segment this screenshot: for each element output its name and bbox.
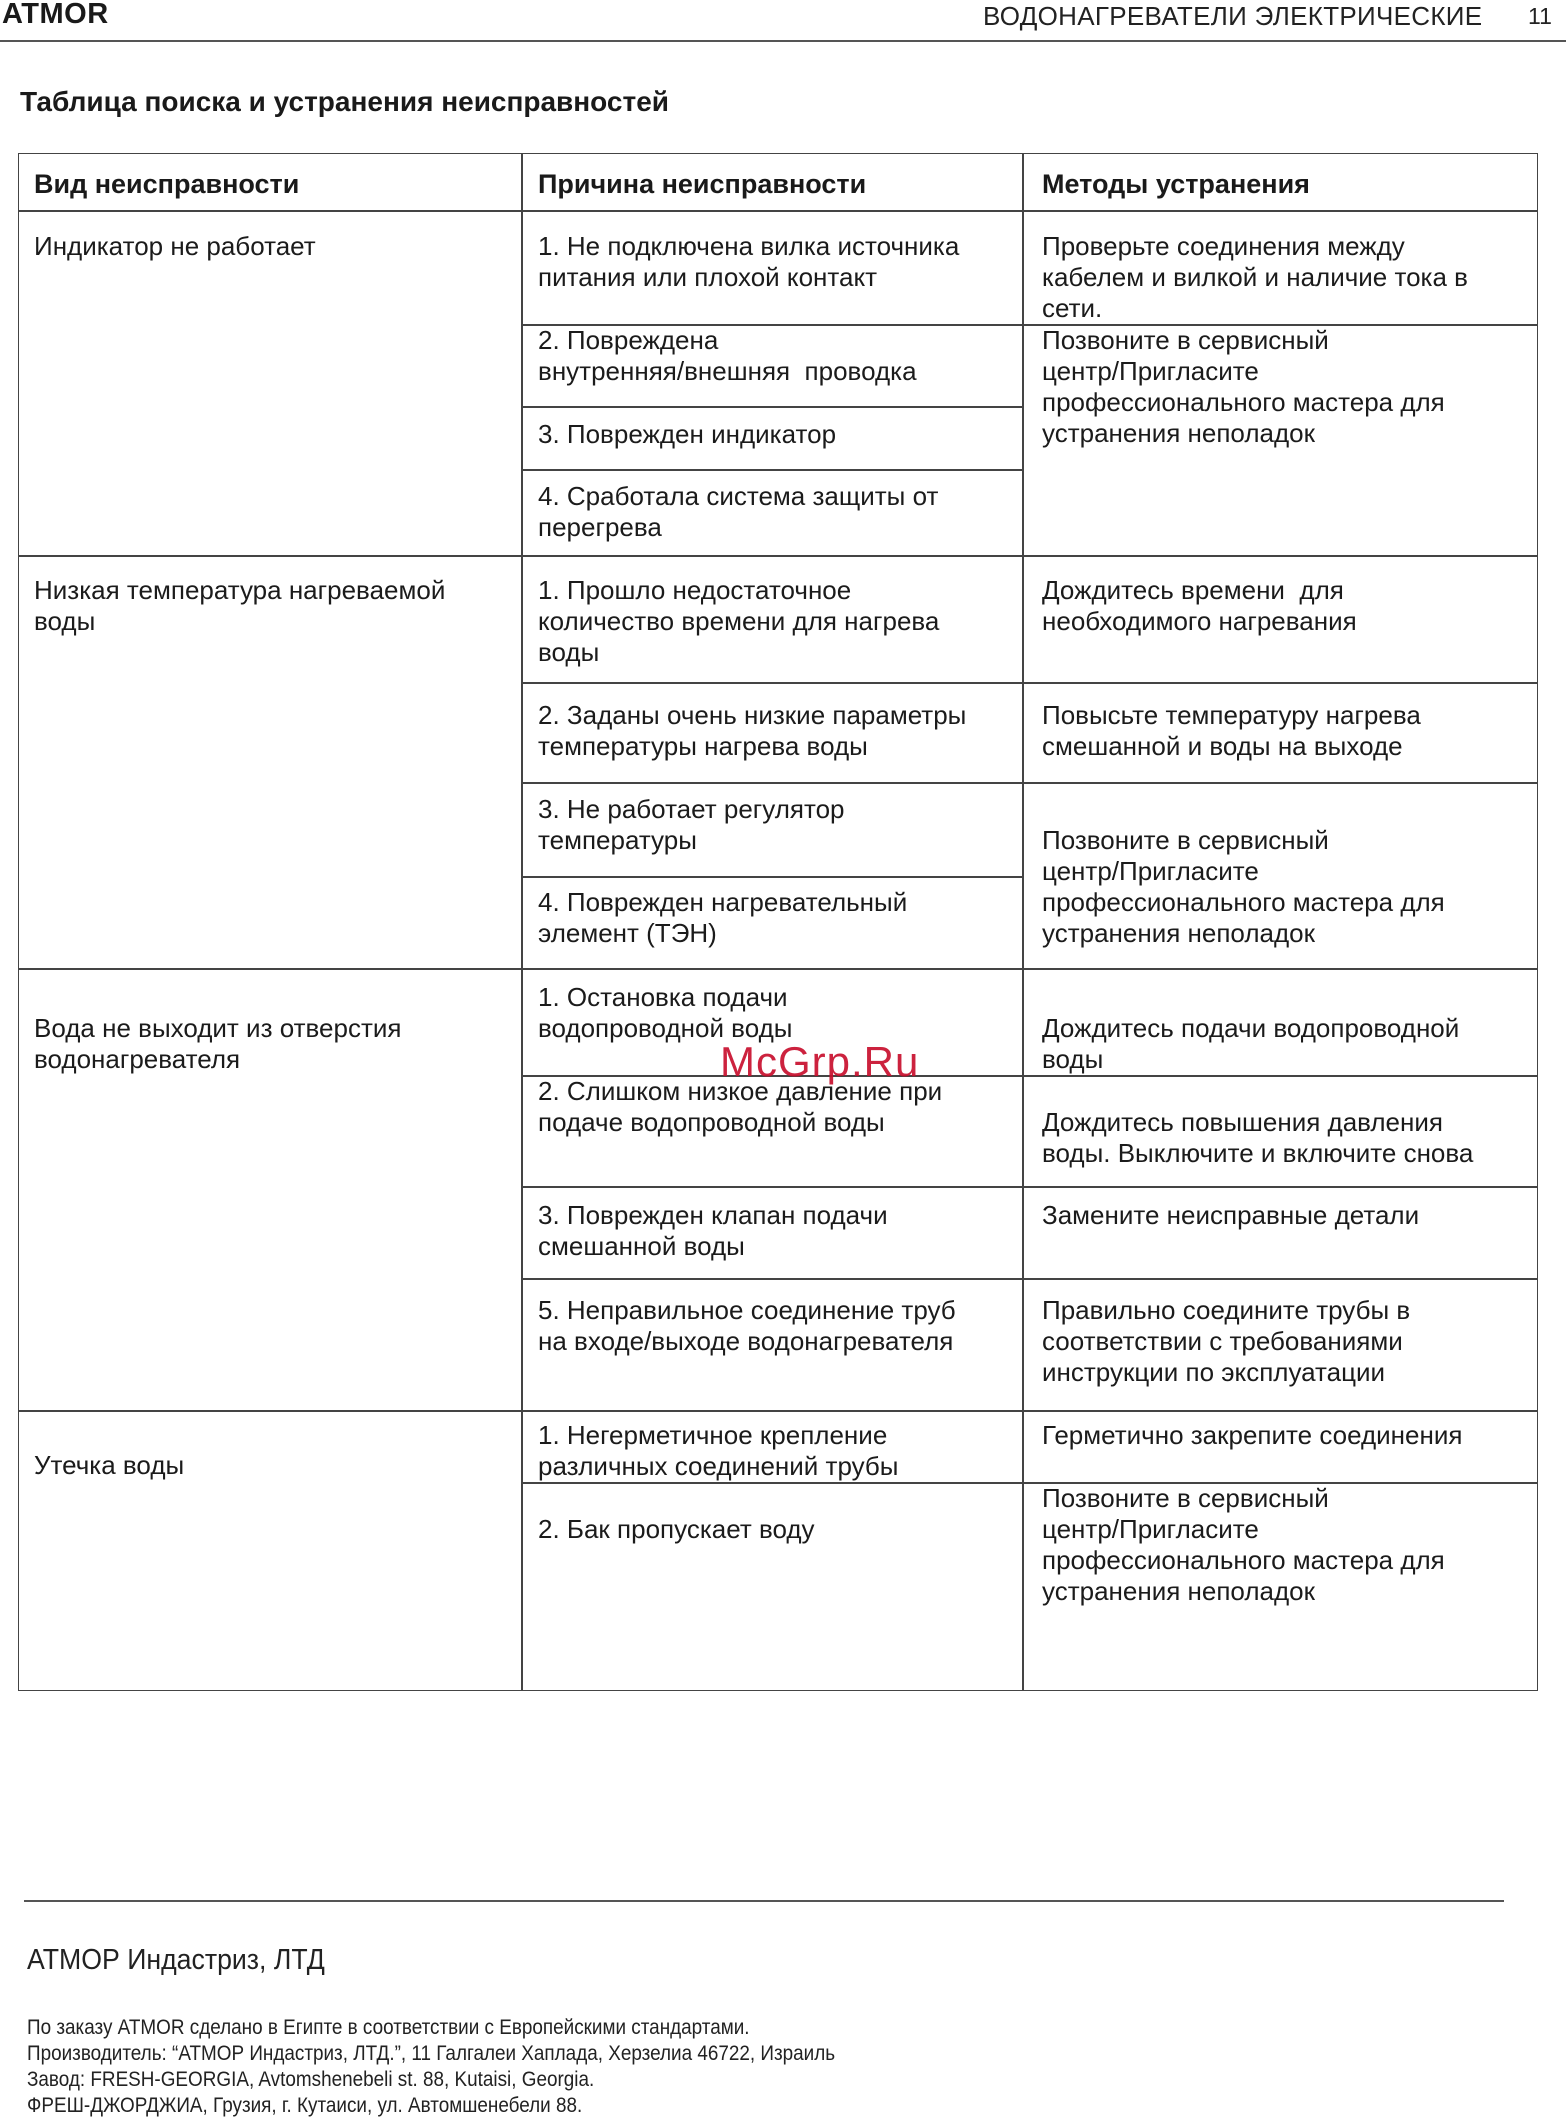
cause-cell: 4. Поврежден нагревательный элемент (ТЭН) xyxy=(538,887,908,948)
column-divider-2 xyxy=(1022,153,1024,1691)
cause-cell: 2. Слишком низкое давление при подаче водопроводной воды xyxy=(538,1076,943,1137)
method-cell: Позвоните в сервисный центр/Пригласите профессионального мастера для устранения неполадок xyxy=(1042,825,1445,948)
column-header-method: Методы устранения xyxy=(1042,169,1310,199)
cause-cell: 2. Повреждена внутренняя/внешняя проводка xyxy=(538,325,917,386)
method-cell: Герметично закрепите соединения xyxy=(1042,1420,1463,1450)
cell-divider xyxy=(521,1278,1538,1280)
cell-divider xyxy=(521,1186,1538,1188)
cell-divider xyxy=(521,469,1022,471)
fault-cell: Низкая температура нагреваемой воды xyxy=(34,575,446,636)
cause-cell: 1. Остановка подачи водопроводной воды xyxy=(538,982,793,1043)
cause-cell: 3. Поврежден клапан подачи смешанной воды xyxy=(538,1200,888,1261)
method-cell: Проверьте соединения между кабелем и вилкой и наличие тока в сети. xyxy=(1042,231,1468,323)
method-cell: Дождитесь подачи водопроводной воды xyxy=(1042,1013,1460,1074)
row-divider xyxy=(18,1410,1538,1412)
cause-cell: 2. Бак пропускает воду xyxy=(538,1514,815,1544)
cause-cell: 1. Негерметичное крепление различных соединений трубы xyxy=(538,1420,899,1481)
footer-line: По заказу ATMOR сделано в Египте в соответствии с Европейскими стандартами. xyxy=(27,2016,750,2039)
column-header-cause: Причина неисправности xyxy=(538,169,867,199)
method-cell: Позвоните в сервисный центр/Пригласите профессионального мастера для устранения неполадок xyxy=(1042,1483,1445,1606)
header-row-divider xyxy=(18,210,1538,212)
fault-cell: Утечка воды xyxy=(34,1450,185,1480)
cause-cell: 3. Поврежден индикатор xyxy=(538,419,837,449)
header-title: ВОДОНАГРЕВАТЕЛИ ЭЛЕКТРИЧЕСКИЕ xyxy=(983,1,1483,31)
method-cell: Позвоните в сервисный центр/Пригласите профессионального мастера для устранения неполадок xyxy=(1042,325,1445,448)
method-cell: Дождитесь времени для необходимого нагревания xyxy=(1042,575,1357,636)
footer-line: ФРЕШ-ДЖОРДЖИА, Грузия, г. Кутаиси, ул. Автомшенебели 88. xyxy=(27,2094,583,2117)
brand-logo: ATMOR xyxy=(2,0,109,30)
section-title: Таблица поиска и устранения неисправностей xyxy=(20,86,669,117)
method-cell: Дождитесь повышения давления воды. Выключите и включите снова xyxy=(1042,1107,1474,1168)
cell-divider xyxy=(521,782,1538,784)
row-divider xyxy=(18,968,1538,970)
watermark: McGrp.Ru xyxy=(720,1038,920,1085)
cause-cell: 4. Сработала система защиты от перегрева xyxy=(538,481,939,542)
cell-divider xyxy=(521,682,1538,684)
row-divider xyxy=(18,555,1538,557)
footer-divider xyxy=(24,1900,1504,1902)
cell-divider xyxy=(521,406,1022,408)
header-divider xyxy=(0,40,1566,42)
page-number: 11 xyxy=(1528,3,1552,29)
cause-cell: 2. Заданы очень низкие параметры температуры нагрева воды xyxy=(538,700,967,761)
fault-cell: Индикатор не работает xyxy=(34,231,316,261)
method-cell: Замените неисправные детали xyxy=(1042,1200,1420,1230)
cause-cell: 5. Неправильное соединение труб на входе/выходе водонагревателя xyxy=(538,1295,956,1356)
column-header-fault: Вид неисправности xyxy=(34,169,300,199)
column-divider-1 xyxy=(521,153,523,1691)
method-cell: Правильно соедините трубы в соответствии с требованиями инструкции по эксплуатации xyxy=(1042,1295,1411,1387)
footer-line: Завод: FRESH-GEORGIA, Avtomshenebeli st. 88, Kutaisi, Georgia. xyxy=(27,2068,595,2091)
footer-text xyxy=(27,2015,835,2119)
cell-divider xyxy=(521,876,1022,878)
cause-cell: 3. Не работает регулятор температуры xyxy=(538,794,845,855)
footer-line: Производитель: “АТМОР Индастриз, ЛТД.”, 11 Галгалеи Хаплада, Херзелиа 46722, Израиль xyxy=(27,2042,836,2065)
cause-cell: 1. Не подключена вилка источника питания или плохой контакт xyxy=(538,231,960,292)
cause-cell: 1. Прошло недостаточное количество времени для нагрева воды xyxy=(538,575,940,667)
company-name: АТМОР Индастриз, ЛТД xyxy=(27,1944,325,1976)
method-cell: Повысьте температуру нагрева смешанной и воды на выходе xyxy=(1042,700,1421,761)
fault-cell: Вода не выходит из отверстия водонагревателя xyxy=(34,1013,402,1074)
